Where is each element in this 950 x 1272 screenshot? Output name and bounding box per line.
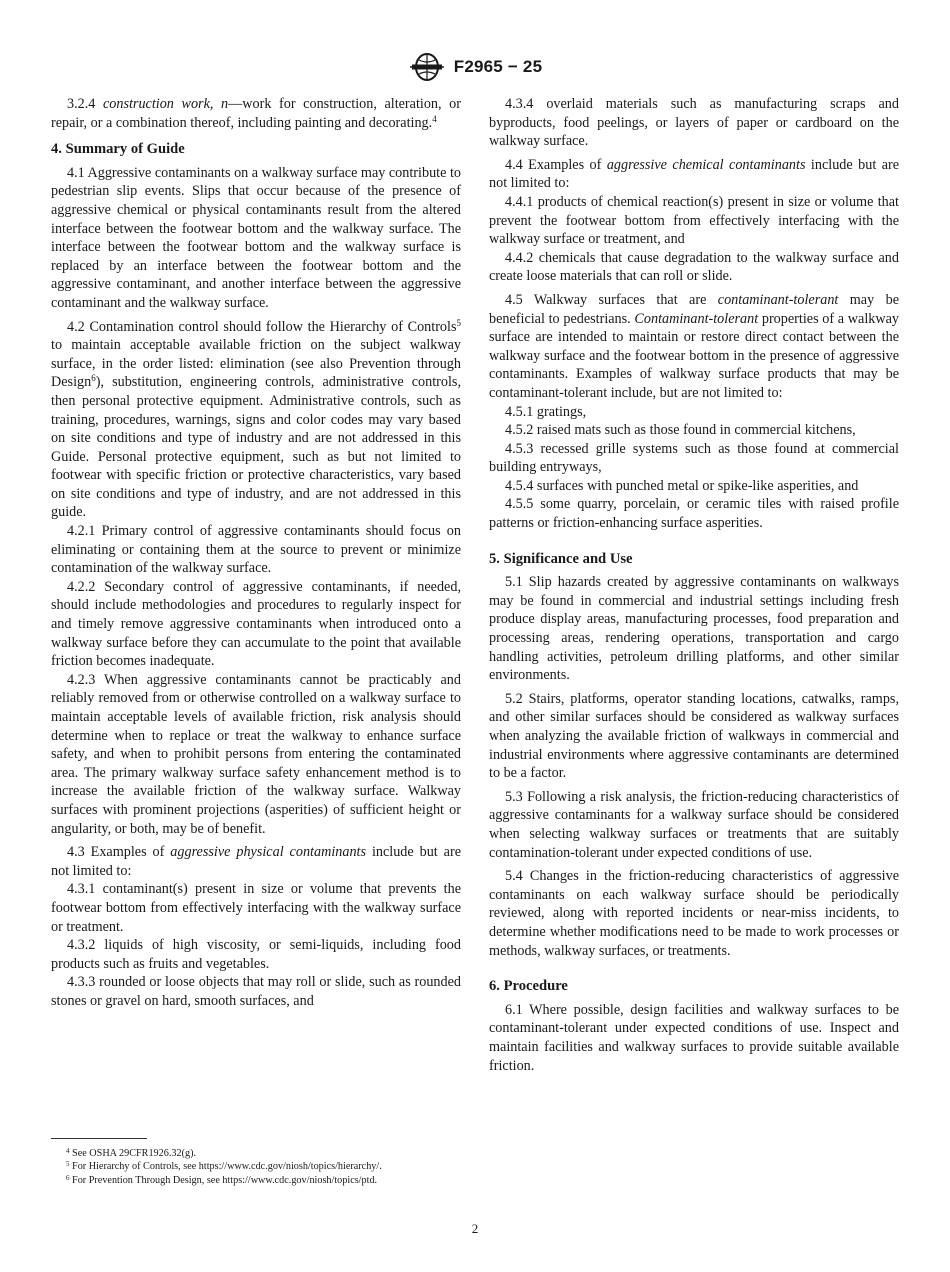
right-column — [489, 95, 899, 1075]
paragraph-4-1: 4.1 Aggressive contaminants on a walkway surface may contribute to pedestrian slip events. Slips that occur because of the presence of aggressive chemical or physical contaminants result from the altered interface between the footwear bottom and the walkway surface. The interface between the footwear bottom and the walkway surface is replaced by an interface between the footwear bottom and the aggressive contaminant, and another interface between the aggressive contaminant and the walkway surface. — [51, 164, 461, 311]
paragraph-4-5-4: 4.5.4 surfaces with punched metal or spike-like asperities, and — [505, 477, 859, 494]
section-heading-4: 4. Summary of Guide — [51, 141, 185, 158]
footnotes — [51, 1147, 481, 1187]
paragraph-4-5-3: 4.5.3 recessed grille systems such as those found at commercial building entryways, — [489, 440, 899, 476]
paragraph-4-5-5: 4.5.5 some quarry, porcelain, or ceramic tiles with raised profile patterns or friction-enhancing surface asperities. — [489, 496, 899, 532]
paragraph-4-2-3: 4.2.3 When aggressive contaminants cannot be practicably and reliably removed from or otherwise controlled on a walkway surface to maintain acceptable levels of available friction, risk analysis should determine when to replace or treat the walkway to enhance surface safety, and when to prohibit persons from entering the contaminated area. The primary walkway surface safety enhancement method is to increase the available friction of the walkway surface. Walkway surfaces with prominent projections (asperities) of sufficient height or angularity, or both, may be of benefit. — [51, 671, 461, 837]
footnote-5: $^5$ For Hierarchy of Controls, see https://www.cdc.gov/niosh/topics/hierarchy/. — [66, 1160, 382, 1173]
paragraph-4-2-2: 4.2.2 Secondary control of aggressive contaminants, if needed, should include methodologies and procedures to regularly inspect for and timely remove aggressive contaminants when introduced onto a walkway surface before they can accumulate to the point that available friction becomes inadequate. — [51, 578, 461, 670]
paragraph-4-3-2: 4.3.2 liquids of high viscosity, or semi-liquids, including food products such as fruits and vegetables. — [51, 937, 461, 972]
footnote-ref-4: 4 — [432, 113, 437, 124]
footnote-ref-5: 5 — [456, 317, 461, 328]
standard-designation: F2965 − 25 — [453, 56, 543, 76]
paragraph-4-2: 4.2 Contamination control should follow the Hierarchy of Controls$^5$ to maintain acceptable available friction on the subject walkway surface, in the order listed: elimination (see also Prevention through Design$^6$), substitution, engineering controls, administrative controls, then personal protective equipment. Administrative controls, such as training, procedures, warnings, signs and color codes may vary based on site conditions and type of industry and are not addressed in this Guide. Personal protective equipment, such as but not limited to footwear with specific friction or protective characteristics, vary based on site conditions and type of industry, and are not addressed in this guide. — [51, 317, 461, 521]
paragraph-4-2-1: 4.2.1 Primary control of aggressive contaminants should focus on eliminating or containing them at the source to prevent or minimize contamination of the walkway surface. — [51, 523, 461, 577]
left-column — [51, 95, 461, 1011]
footnote-6: $^6$ For Prevention Through Design, see https://www.cdc.gov/niosh/topics/ptd. — [66, 1173, 378, 1186]
paragraph-4-5: 4.5 Walkway surfaces that are contaminant-tolerant may be beneficial to pedestrians. Contaminant-tolerant properties of a walkway surface are intended to maintain or restore direct contact between the walkway surface and the footwear bottom in the presence of aggressive contaminants. Examples of walkway surface products that may be contaminant-tolerant include, but are not limited to: — [489, 291, 899, 401]
paragraph-4-3: 4.3 Examples of aggressive physical contaminants include but are not limited to: — [51, 844, 461, 879]
section-heading-6: 6. Procedure — [489, 978, 568, 995]
paragraph-5-2: 5.2 Stairs, platforms, operator standing locations, catwalks, ramps, and other similar surfaces should be considered as walkway surfaces when analyzing the available friction of walkways in commercial and industrial environments where aggressive contaminants are determined to be a factor. — [489, 690, 899, 782]
footnote-divider — [51, 1138, 147, 1139]
paragraph-4-3-4: 4.3.4 overlaid materials such as manufacturing scraps and byproducts, food peelings, or layers of paper or cardboard on the walkway surface. — [489, 96, 899, 150]
paragraph-4-5-1: 4.5.1 gratings, — [505, 403, 587, 420]
page-header — [0, 52, 950, 82]
paragraph-4-3-3: 4.3.3 rounded or loose objects that may roll or slide, such as rounded stones or gravel on hard, smooth surfaces, and — [51, 974, 461, 1009]
astm-logo-icon — [408, 52, 446, 82]
paragraph-4-4-1: 4.4.1 products of chemical reaction(s) present in size or volume that prevent the footwear bottom from effectively interfacing with the walkway surface or treatment, and — [489, 193, 899, 248]
paragraph-4-3-1: 4.3.1 contaminant(s) present in size or volume that prevents the footwear bottom from effectively interfacing with the walkway surface or treatment. — [51, 881, 461, 935]
paragraph-5-1: 5.1 Slip hazards created by aggressive contaminants on walkways may be found in commercial and industrial settings including fresh produce display areas, manufacturing processes, food preparation and processing areas, rendering operations, transportation and cargo handling activities, petroleum drilling platforms, and other similar environments. — [489, 574, 899, 684]
footnote-ref-6: 6 — [91, 373, 96, 384]
paragraph-4-5-2: 4.5.2 raised mats such as those found in commercial kitchens, — [505, 422, 856, 439]
section-heading-5: 5. Significance and Use — [489, 550, 633, 567]
paragraph-4-4: 4.4 Examples of aggressive chemical contaminants include but are not limited to: — [489, 156, 900, 192]
footnote-4: $^4$ See OSHA 29CFR1926.32(g). — [66, 1147, 197, 1159]
paragraph-6-1: 6.1 Where possible, design facilities and walkway surfaces to be contaminant-tolerant under expected conditions of use. Inspect and maintain facilities and walkway surfaces to provide suitable available friction. — [489, 1001, 899, 1074]
paragraph-5-3: 5.3 Following a risk analysis, the friction-reducing characteristics of aggressive contaminants for a walkway surface should be considered when selecting walkway surfaces or treatments that are suitably contamination-tolerant under expected conditions of use. — [489, 788, 899, 861]
paragraph-3-2-4: 3.2.4 construction work, n—work for construction, alteration, or repair, or a combination thereof, including painting and decorating.$^4$ — [51, 96, 461, 131]
paragraph-4-4-2: 4.4.2 chemicals that cause degradation to the walkway surface and create loose materials that can roll or slide. — [489, 249, 899, 285]
page-number: 2 — [471, 1221, 479, 1236]
paragraph-5-4: 5.4 Changes in the friction-reducing characteristics of aggressive contaminants on each walkway surface should be periodically reviewed, along with reported incidents or near-miss incidents, to determine whether modifications need to be made to work processes or methods, walkway surfaces, or treatments. — [489, 868, 899, 959]
